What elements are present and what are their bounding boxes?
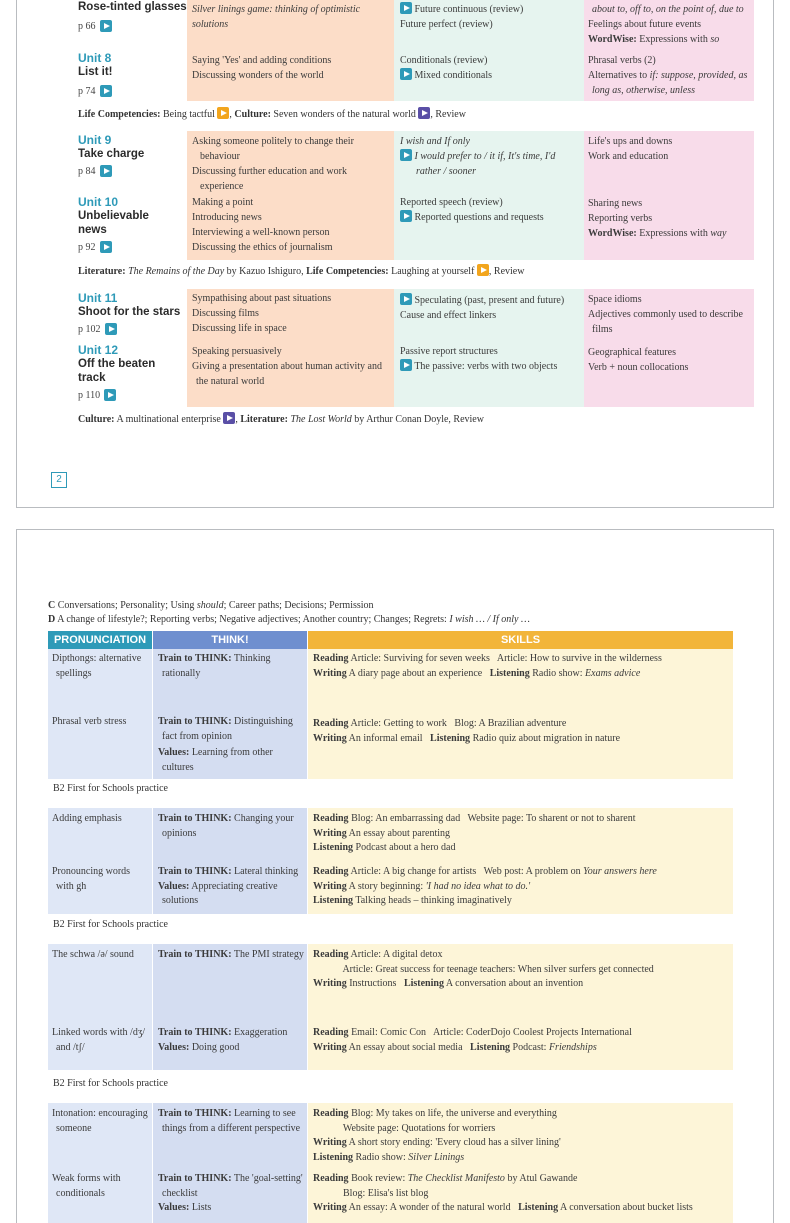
skill-text: Article: A digital detox — [348, 949, 443, 960]
speaking-cell — [192, 53, 387, 83]
skill-text: Podcast: — [510, 1041, 549, 1053]
unit-page-number: p 66 — [78, 20, 96, 32]
unit-extras-line: Culture: A multinational enterprise , Literature: The Lost World by Arthur Conan Doyle, Review — [78, 414, 484, 425]
play-icon[interactable] — [477, 264, 489, 276]
vocab-item: Adjectives commonly used to describe films — [588, 309, 743, 335]
skills-line — [313, 1136, 731, 1151]
page-number: 2 — [51, 472, 67, 488]
skill-type-label: Reading — [313, 653, 349, 664]
skill-text: Email: Comic Con Article: CoderDojo Coolest Projects International — [348, 1027, 632, 1038]
speaking-item: Discussing films — [192, 308, 259, 319]
skill-title-italic: Silver Linings — [408, 1151, 465, 1163]
grammar-cell — [400, 344, 585, 374]
wordwise-label: WordWise: — [588, 228, 637, 239]
play-icon[interactable] — [400, 68, 412, 80]
skill-type-label: Reading — [313, 718, 349, 729]
grammar-item: Mixed conditionals — [400, 68, 580, 83]
vocab-item: WordWise: Expressions with so — [588, 34, 720, 45]
skill-type-label: Writing — [313, 1202, 347, 1213]
speaking-item: Saying 'Yes' and adding conditions — [192, 55, 332, 66]
skill-type-label: Writing — [313, 978, 347, 989]
skill-text: An essay about parenting — [346, 827, 451, 839]
skill-text: Website page: Quotations for worriers — [313, 1122, 496, 1134]
header-think: THINK! — [153, 631, 307, 649]
unit-title: Off the beaten track — [78, 358, 156, 384]
think-cell: Train to THINK: Lateral thinking Values: Appreciating creative solutions — [158, 866, 299, 906]
think-cell: Train to THINK: The PMI strategy — [158, 949, 304, 960]
play-icon[interactable] — [400, 359, 412, 371]
grammar-item: I would prefer to / it if, It's time, I'd rather / sooner — [400, 149, 580, 179]
speaking-cell — [192, 134, 387, 194]
speaking-cell — [192, 291, 387, 336]
unit-cell — [78, 133, 188, 177]
pronunciation-cell: Pronouncing words with gh — [52, 866, 131, 892]
grammar-cell — [400, 195, 580, 225]
unit-page[interactable] — [78, 85, 188, 97]
think-cell: Train to THINK: Learning to see things from a different perspective — [158, 1108, 301, 1134]
unit-page-number: p 92 — [78, 241, 96, 253]
skill-type-label: Listening — [430, 732, 471, 744]
unit-page[interactable] — [78, 165, 188, 177]
skill-text: Radio show: — [353, 1151, 409, 1163]
skill-text: An essay: A wonder of the natural world — [346, 1202, 519, 1213]
speaking-cell — [192, 2, 387, 32]
unit-title: Shoot for the stars — [78, 306, 181, 318]
skills-cell — [313, 812, 731, 856]
skill-text: Radio show: — [529, 667, 586, 679]
unit-cell — [78, 51, 188, 97]
vocab-item: Alternatives to if: suppose, provided, as long as, otherwise, unless — [588, 70, 748, 96]
think-cell: Train to THINK: The 'goal-setting' checklist Values: Lists — [158, 1173, 303, 1213]
play-icon[interactable] — [105, 323, 117, 335]
pronunciation-cell: Linked words with /dʒ/ and /tʃ/ — [52, 1027, 146, 1053]
skill-type-label: Writing — [313, 827, 347, 839]
skills-line — [313, 1172, 731, 1187]
grammar-item: Speculating (past, present and future) — [400, 293, 570, 308]
think-cell: Train to THINK: Changing your opinions — [158, 813, 294, 839]
skills-line — [313, 667, 731, 682]
play-icon[interactable] — [400, 149, 412, 161]
skills-line — [313, 812, 731, 827]
unit-label: Unit 10 — [78, 195, 119, 209]
vocab-cell — [588, 53, 753, 98]
skills-line — [313, 1151, 731, 1166]
skills-line — [313, 732, 731, 747]
unit-extras-line: Literature: The Remains of the Day by Kazuo Ishiguro, Life Competencies: Laughing at yourself , Review — [78, 266, 525, 277]
vocab-item: Reporting verbs — [588, 213, 653, 224]
skill-text: A conversation about an invention — [443, 978, 584, 989]
skills-line — [313, 827, 731, 842]
play-icon[interactable] — [104, 389, 116, 401]
vocab-cell — [588, 134, 753, 164]
pronunciation-cell: Intonation: encouraging someone — [52, 1108, 148, 1134]
skills-line — [313, 717, 731, 732]
play-icon[interactable] — [100, 20, 112, 32]
skills-line — [313, 652, 731, 667]
grammar-item: Cause and effect linkers — [400, 310, 497, 321]
skills-cell — [313, 1107, 731, 1165]
vocab-cell — [588, 292, 753, 337]
unit-label: Unit 8 — [78, 51, 112, 65]
unit-page-number: p 74 — [78, 85, 96, 97]
skill-text: Blog: My takes on life, the universe and everything — [348, 1108, 557, 1119]
skill-text: A story beginning: — [346, 880, 426, 892]
skill-text: Talking heads – thinking imaginatively — [353, 895, 512, 906]
unit-cell — [78, 0, 188, 32]
skill-text: Article: Surviving for seven weeks Article: How to survive in the wilderness — [348, 653, 662, 664]
practice-label: B2 First for Schools practice — [53, 783, 168, 794]
skill-title-italic: Exams advice — [585, 667, 641, 679]
skill-title-italic: Friendships — [548, 1041, 597, 1053]
skills-line — [313, 963, 731, 978]
practice-label: B2 First for Schools practice — [53, 919, 168, 930]
speaking-item: Sympathising about past situations — [192, 293, 332, 304]
grammar-cell — [400, 134, 580, 179]
speaking-item: Discussing life in space — [192, 323, 287, 334]
vocab-item: Phrasal verbs (2) — [588, 55, 656, 66]
unit-cell — [78, 343, 188, 401]
play-icon[interactable] — [418, 107, 430, 119]
vocab-item: Geographical features — [588, 347, 677, 358]
grammar-item: Conditionals (review) — [400, 55, 488, 66]
grammar-item: The passive: verbs with two objects — [400, 359, 585, 374]
grammar-item: Future perfect (review) — [400, 19, 493, 30]
unit-cell — [78, 195, 188, 253]
unit-title: Take charge — [78, 148, 145, 160]
skills-cell — [313, 717, 731, 746]
unit-page[interactable] — [78, 389, 188, 401]
unit-page-number: p 84 — [78, 165, 96, 177]
unit-page[interactable] — [78, 241, 188, 253]
vocab-item: about to, off to, on the point of, due to — [592, 4, 744, 15]
skills-cell — [313, 865, 731, 909]
skill-type-label: Reading — [313, 1027, 349, 1038]
vocab-cell — [588, 196, 753, 241]
skill-text: A conversation about bucket lists — [558, 1202, 693, 1213]
unit-page-number: p 110 — [78, 389, 101, 401]
skill-type-label: Reading — [313, 1108, 349, 1119]
grammar-cell — [400, 2, 580, 32]
skills-line — [313, 865, 731, 880]
pronunciation-cell: Weak forms with conditionals — [52, 1173, 121, 1199]
speaking-cell — [192, 195, 387, 255]
play-icon[interactable] — [100, 85, 112, 97]
skills-cell — [313, 1172, 731, 1216]
unit-page[interactable] — [78, 20, 188, 32]
speaking-item: Speaking persuasively — [192, 346, 282, 357]
skill-type-label: Writing — [313, 1041, 347, 1053]
pronunciation-cell: Phrasal verb stress — [52, 716, 127, 727]
vocab-item: Space idioms — [588, 294, 642, 305]
grammar-item: I wish and If only — [400, 136, 470, 147]
grammar-item: Reported speech (review) — [400, 197, 503, 208]
vocab-cell — [588, 345, 753, 375]
skill-type-label: Reading — [313, 1173, 349, 1184]
vocab-item: Work and education — [588, 151, 669, 162]
skill-text: Podcast about a hero dad — [353, 842, 456, 853]
skill-type-label: Listening — [518, 1202, 559, 1213]
pronunciation-cell: The schwa /ə/ sound — [52, 949, 134, 960]
skill-text: Article: Getting to work Blog: A Brazilian adventure — [348, 718, 567, 729]
skill-type-label: Listening — [313, 842, 354, 853]
play-icon[interactable] — [400, 210, 412, 222]
pronunciation-cell: Adding emphasis — [52, 813, 122, 824]
skill-text: An essay about social media — [346, 1041, 471, 1053]
skill-type-label: Listening — [470, 1041, 511, 1053]
play-icon[interactable] — [100, 165, 112, 177]
unit-page[interactable] — [78, 323, 188, 335]
skill-title-italic: 'I had no idea what to do.' — [425, 880, 531, 892]
skills-line — [313, 977, 731, 992]
skill-type-label: Listening — [403, 978, 444, 989]
textbook-page-contents-bottom — [16, 529, 774, 1223]
skill-type-label: Reading — [313, 949, 349, 960]
skills-cell — [313, 652, 731, 681]
skill-text: Article: A big change for artists Web post: A problem on — [348, 866, 584, 877]
speaking-item: Giving a presentation about human activity and the natural world — [192, 361, 382, 387]
skill-type-label: Listening — [313, 895, 354, 906]
think-cell: Train to THINK: Thinking rationally — [158, 653, 271, 679]
play-icon[interactable] — [223, 412, 235, 424]
skill-type-label: Writing — [313, 732, 347, 744]
vocab-cell — [588, 2, 753, 47]
skill-type-label: Listening — [489, 667, 530, 679]
skill-type-label: Writing — [313, 880, 347, 892]
skills-line — [313, 1041, 731, 1056]
skill-text: A diary page about an experience — [346, 667, 490, 679]
skill-text: A short story ending: 'Every cloud has a silver lining' — [346, 1137, 561, 1148]
skills-line — [313, 894, 731, 909]
unit-title: Rose-tinted glasses — [78, 1, 187, 13]
skills-line — [313, 880, 731, 895]
skill-text: Blog: An embarrassing dad Website page: To sharent or not to sharent — [348, 813, 636, 824]
unit-label: Unit 11 — [78, 291, 118, 305]
skills-line — [313, 948, 731, 963]
speaking-item: Introducing news — [192, 212, 262, 223]
grammar-cell — [400, 293, 570, 323]
skills-cell — [313, 948, 731, 992]
grammar-item: Future continuous (review) — [400, 2, 580, 17]
speaking-item: Discussing further education and work experience — [192, 166, 347, 192]
skill-text: Instructions — [346, 978, 404, 989]
skill-title-italic: The Checklist Manifesto — [407, 1173, 505, 1184]
header-pronunciation: PRONUNCIATION — [48, 631, 152, 649]
skill-type-label: Reading — [313, 813, 349, 824]
speaking-item: Asking someone politely to change their behaviour — [192, 136, 354, 162]
skill-text: An informal email — [346, 732, 431, 744]
unit-label: Unit 9 — [78, 133, 112, 147]
unit-cell — [78, 291, 188, 335]
grammar-cell — [400, 53, 580, 83]
pronunciation-cell: Dipthongs: alternative spellings — [52, 653, 142, 679]
header-skills: SKILLS — [308, 631, 733, 649]
vocab-item: WordWise: Expressions with way — [588, 228, 727, 239]
speaking-item: Silver linings game: thinking of optimistic solutions — [192, 4, 361, 30]
unit-label: Unit 12 — [78, 343, 119, 357]
grammar-item: Reported questions and requests — [400, 210, 580, 225]
skills-line — [313, 1107, 731, 1122]
speaking-item: Discussing wonders of the world — [192, 70, 324, 81]
skill-text: by Atul Gawande — [504, 1173, 578, 1184]
skill-text: Book review: — [348, 1173, 408, 1184]
think-cell: Train to THINK: Distinguishing fact from opinion Values: Learning from other cultures — [158, 716, 293, 773]
unit-title: List it! — [78, 66, 113, 78]
skills-line — [313, 1122, 731, 1137]
contents-line-d: D A change of lifestyle?; Reporting verbs; Negative adjectives; Another country; Changes; Regrets: I wish … / If only … — [48, 614, 530, 625]
play-icon[interactable] — [400, 2, 412, 14]
skill-text: Blog: Elisa's list blog — [313, 1187, 429, 1199]
speaking-item: Making a point — [192, 197, 254, 208]
speaking-item: Discussing the ethics of journalism — [192, 242, 333, 253]
vocab-item: Life's ups and downs — [588, 136, 673, 147]
grammar-item: Passive report structures — [400, 346, 498, 357]
skills-line — [313, 1187, 731, 1202]
vocab-item: Sharing news — [588, 198, 643, 209]
play-icon[interactable] — [100, 241, 112, 253]
vocab-item: Feelings about future events — [588, 19, 702, 30]
practice-label: B2 First for Schools practice — [53, 1078, 168, 1089]
skills-cell — [313, 1026, 731, 1055]
play-icon[interactable] — [400, 293, 412, 305]
skill-type-label: Writing — [313, 667, 347, 679]
skill-title-italic: Your answers here — [583, 866, 657, 877]
speaking-cell — [192, 344, 392, 389]
skill-type-label: Reading — [313, 866, 349, 877]
skill-type-label: Writing — [313, 1137, 347, 1148]
vocab-item: Verb + noun collocations — [588, 362, 689, 373]
skill-text: Radio quiz about migration in nature — [470, 732, 621, 744]
skill-type-label: Listening — [313, 1151, 354, 1163]
skills-line — [313, 1026, 731, 1041]
speaking-item: Interviewing a well-known person — [192, 227, 330, 238]
unit-extras-line: Life Competencies: Being tactful , Culture: Seven wonders of the natural world , Review — [78, 109, 466, 120]
think-cell: Train to THINK: Exaggeration Values: Doing good — [158, 1027, 288, 1053]
contents-line-c: C Conversations; Personality; Using should; Career paths; Decisions; Permission — [48, 600, 374, 611]
play-icon[interactable] — [217, 107, 229, 119]
skills-line — [313, 1201, 731, 1216]
skill-text: Article: Great success for teenage teachers: When silver surfers get connected — [313, 963, 654, 975]
unit-title: Unbelievable news — [78, 210, 149, 236]
wordwise-label: WordWise: — [588, 34, 637, 45]
skills-line — [313, 841, 731, 856]
textbook-page-contents-top — [16, 0, 774, 508]
unit-page-number: p 102 — [78, 323, 101, 335]
